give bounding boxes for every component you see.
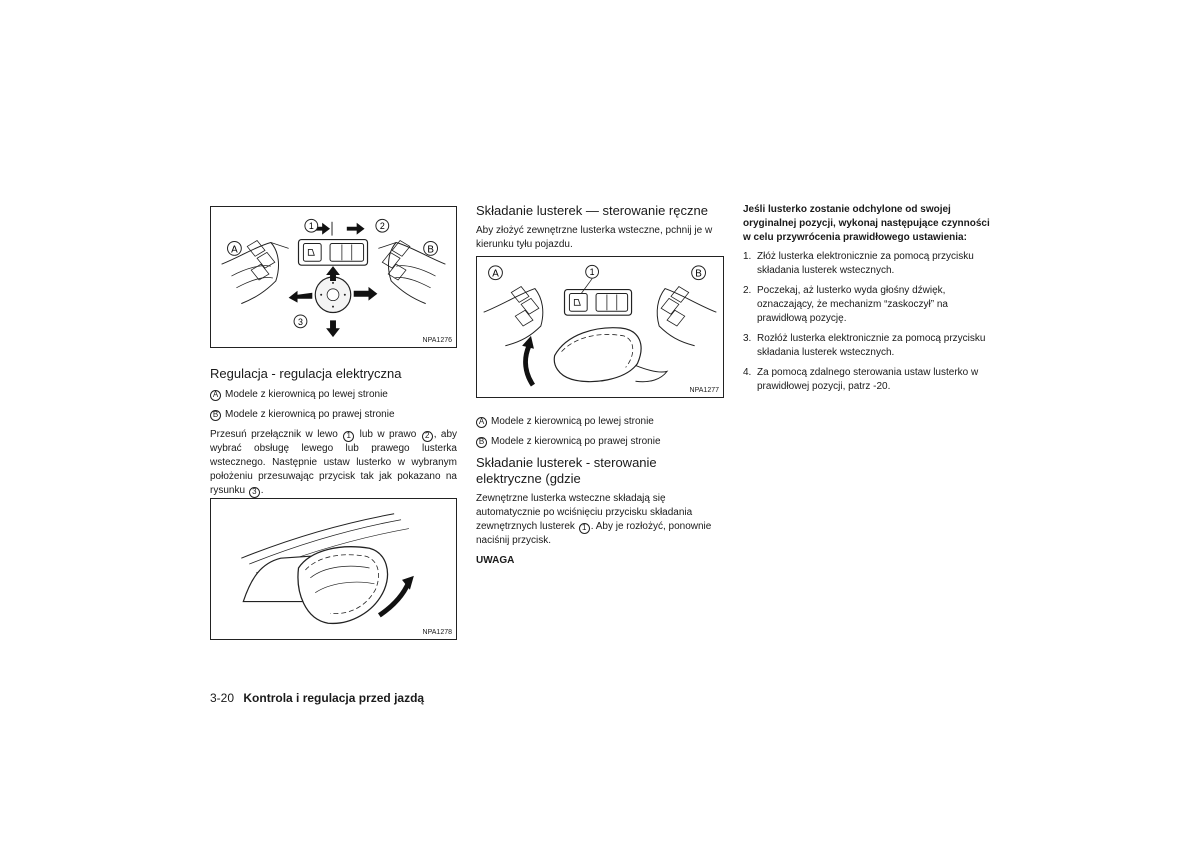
marker-b: B <box>210 410 221 421</box>
figure-code: NPA1278 <box>422 629 452 636</box>
svg-text:3: 3 <box>298 316 303 327</box>
callout-3 <box>294 315 307 328</box>
callout-1 <box>305 219 318 232</box>
callout-b <box>424 242 438 256</box>
page-number: 3-20 <box>210 691 235 705</box>
restore-intro-paragraph: Jeśli lusterko zostanie odchylone od swojej oryginalnej pozycji, wykonaj następujące czynności w celu przywrócenia prawidłowego ustawienia: <box>743 204 990 243</box>
list-item-text: Modele z kierownicą po prawej stronie <box>491 436 661 447</box>
marker-b: B <box>476 437 487 448</box>
section-heading-electric-fold: Składanie lusterek - sterowanie elektryczne (gdzie <box>476 455 657 486</box>
list-item-model-a <box>476 415 724 429</box>
list-item-text: Modele z kierownicą po lewej stronie <box>491 416 654 427</box>
marker-1: 1 <box>579 523 590 534</box>
figure-code: NPA1276 <box>422 337 452 344</box>
marker-1: 1 <box>343 431 354 442</box>
figure-fold-switch <box>476 256 724 398</box>
svg-text:B: B <box>695 268 702 280</box>
list-item: 2. Poczekaj, aż lusterko wyda głośny dźwięk, oznaczający, że mechanizm “zaskoczył” na prawidłową pozycję. <box>743 285 948 324</box>
list-item-text: Modele z kierownicą po lewej stronie <box>225 389 388 400</box>
mirror-switch-illustration <box>211 207 456 347</box>
figure-mirror-fold <box>210 498 457 640</box>
svg-text:1: 1 <box>589 267 595 278</box>
marker-a: A <box>210 390 221 401</box>
marker-2: 2 <box>422 431 433 442</box>
manual-fold-paragraph: Aby złożyć zewnętrzne lusterka wsteczne, pchnij je w kierunku tyłu pojazdu. <box>476 225 713 250</box>
instruction-paragraph: Przesuń przełącznik w lewo 1 lub w prawo 2 , aby wybrać obsługę lewego lub prawego lusterka wstecznego. Następnie ustaw lusterko w wybranym położeniu przesuwając przycisk tak jak pokazano na rysunku 3 . <box>210 429 458 496</box>
svg-text:2: 2 <box>379 221 385 232</box>
note-label: UWAGA <box>476 555 515 566</box>
section-heading-manual-fold: Składanie lusterek — sterowanie ręczne <box>476 203 708 218</box>
restore-steps-list <box>743 250 991 400</box>
mirror-fold-illustration <box>211 499 456 639</box>
figure-code: NPA1277 <box>689 387 719 394</box>
callout-a <box>228 242 242 256</box>
list-item-model-b <box>476 435 724 449</box>
callout-b <box>692 266 706 280</box>
list-item-text: Modele z kierownicą po prawej stronie <box>225 409 395 420</box>
list-item: 1. Złóż lusterka elektronicznie za pomocą przycisku składania lusterek wstecznych. <box>743 251 974 276</box>
figure-mirror-switch <box>210 206 457 348</box>
chapter-title: Kontrola i regulacja przed jazdą <box>243 691 425 705</box>
list-item-model-b <box>210 408 457 422</box>
marker-a: A <box>476 417 487 428</box>
section-heading-regulation: Regulacja - regulacja elektryczna <box>210 366 402 381</box>
svg-text:A: A <box>231 244 238 256</box>
callout-2 <box>376 219 389 232</box>
list-item-model-a <box>210 388 457 402</box>
svg-text:A: A <box>492 268 499 280</box>
page-footer <box>210 691 424 705</box>
svg-text:B: B <box>427 244 434 256</box>
marker-3: 3 <box>249 487 260 498</box>
electric-fold-paragraph: Zewnętrzne lusterka wsteczne składają się automatycznie po wciśnięciu przycisku składania zewnętrznych lusterek 1 . Aby je rozłożyć, ponownie naciśnij przycisk. <box>476 493 712 546</box>
svg-text:1: 1 <box>308 221 314 232</box>
fold-switch-illustration <box>477 257 723 397</box>
list-item: 4. Za pomocą zdalnego sterowania ustaw lusterko w prawidłowej pozycji, patrz -20. <box>743 367 979 392</box>
list-item: 3. Rozłóż lusterka elektronicznie za pomocą przycisku składania lusterek wstecznych. <box>743 333 986 358</box>
callout-a <box>489 266 503 280</box>
callout-1 <box>586 265 599 278</box>
